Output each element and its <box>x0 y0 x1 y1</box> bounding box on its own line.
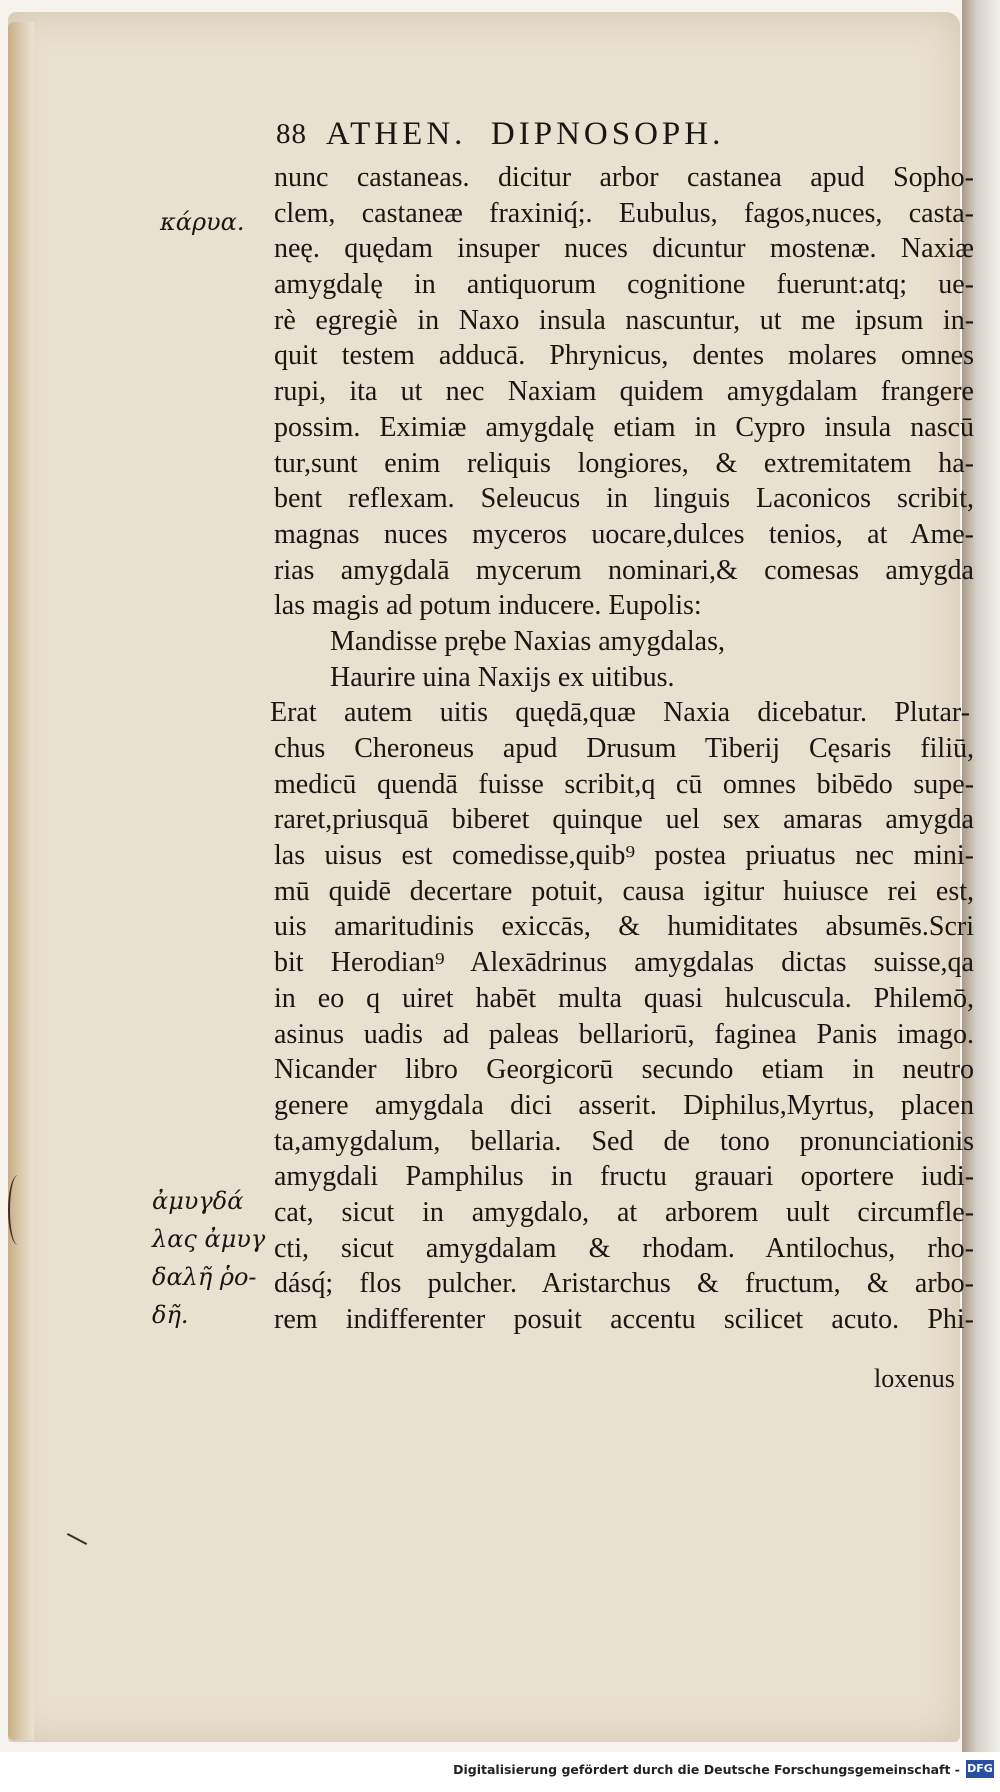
text-line <box>274 1266 974 1302</box>
line-text: amygdalę in antiquorum cognitione fuerunt:atq; ue- <box>274 269 974 301</box>
line-text: raret,priusquā biberet quinque uel sex amaras amygda <box>274 804 974 836</box>
text-line <box>274 267 974 303</box>
line-text: rem indifferenter posuit accentu scilicet acuto. Phi- <box>274 1304 974 1335</box>
margin-note-greek-2: λας ἀμυγ <box>152 1225 266 1253</box>
margin-note-greek-4: δῆ. <box>152 1301 189 1329</box>
text-line <box>274 588 974 624</box>
catchword: loxenus <box>874 1364 955 1393</box>
line-text: Nicander libro Georgicorū secundo etiam in neutro <box>274 1054 975 1086</box>
page-number: 88 <box>276 118 307 150</box>
text-line <box>274 1017 974 1053</box>
text-line <box>274 1159 974 1195</box>
text-line <box>274 1052 974 1088</box>
line-text: bent reflexam. Seleucus in linguis Laconicos scribit, <box>274 483 974 515</box>
text-line <box>274 553 974 589</box>
binding-thread-mark <box>8 1175 28 1245</box>
line-text: las uisus est comedisse,quib⁹ postea priuatus nec mini- <box>274 840 975 872</box>
text-line <box>270 695 974 731</box>
text-line <box>274 981 974 1017</box>
line-text: nunc castaneas. dicitur arbor castanea apud Sopho- <box>274 162 974 193</box>
line-text: Haurire uina Naxijs ex uitibus. <box>330 661 675 693</box>
line-text: magnas nuces myceros uocare,dulces tenios, at Ame- <box>274 518 974 550</box>
margin-note-greek-karya: κάρυα. <box>160 208 245 236</box>
running-title: ATHEN. DIPNOSOPH. <box>326 116 725 152</box>
line-text: bit Herodian⁹ Alexādrinus amygdalas dictas suisse,qa <box>274 947 974 979</box>
line-text: las magis ad potum inducere. Eupolis: <box>274 590 702 622</box>
text-line <box>274 1302 974 1338</box>
line-text: rias amygdalā mycerum nominari,& comesas amygda <box>274 554 974 586</box>
line-text: amygdali Pamphilus in fructu grauari oportere iudi- <box>274 1161 975 1193</box>
line-text: medicū quendā fuisse scribit,q cū omnes bibēdo supe- <box>274 768 975 800</box>
text-line <box>274 731 974 767</box>
text-line <box>274 481 974 517</box>
text-line <box>274 374 974 410</box>
line-text: rè egregiè in Naxo insula nascuntur, ut me ipsum in- <box>274 304 975 336</box>
line-text: uis amaritudinis exiccās, & humiditates absumēs.Scri <box>274 911 974 943</box>
text-line <box>274 338 974 374</box>
text-line <box>274 517 974 553</box>
line-text: cat, sicut in amygdalo, at arborem uult circumfle- <box>274 1196 975 1228</box>
line-text: neę. quędam insuper nuces dicuntur mostenæ. Naxiæ <box>274 233 974 265</box>
text-line <box>274 231 974 267</box>
text-line <box>274 874 974 910</box>
margin-note-greek-3: δαλῆ ῥο- <box>152 1263 257 1291</box>
text-line <box>274 1124 974 1160</box>
text-line <box>274 1195 974 1231</box>
text-line <box>274 196 974 232</box>
text-line <box>274 446 974 482</box>
line-text: chus Cheroneus apud Drusum Tiberij Cęsaris filiū, <box>274 733 974 764</box>
text-line <box>274 767 974 803</box>
line-text: possim. Eximiæ amygdalę etiam in Cypro insula nascū <box>274 411 974 443</box>
line-text: rupi, ita ut nec Naxiam quidem amygdalam frangere <box>274 376 974 408</box>
page-fore-edge <box>8 22 34 1740</box>
text-line <box>274 160 974 196</box>
line-text: clem, castaneæ fraxiniq́;. Eubulus, fagos,nuces, casta- <box>274 197 975 229</box>
line-text: mū quidē decertare potuit, causa igitur huiusce rei est, <box>274 875 975 907</box>
line-text: ta,amygdalum, bellaria. Sed de tono pronunciationis <box>274 1125 974 1157</box>
dfg-logo: DFG <box>966 1760 994 1778</box>
line-text: asinus uadis ad paleas bellariorū, faginea Panis imago. <box>274 1018 974 1050</box>
text-line <box>274 802 974 838</box>
text-line <box>274 909 974 945</box>
line-text: in eo q uiret habēt multa quasi hulcuscula. Philemō, <box>274 982 975 1014</box>
text-line <box>274 1231 974 1267</box>
line-text: Erat autem uitis quędā,quæ Naxia dicebatur. Plutar- <box>270 697 970 729</box>
text-line <box>274 624 974 660</box>
digitization-footer <box>0 1752 1000 1792</box>
line-text: tur,sunt enim reliquis longiores, & extremitatem ha- <box>274 447 974 479</box>
text-line <box>274 410 974 446</box>
line-text: dásq́; flos pulcher. Aristarchus & fructum, & arbo- <box>274 1268 974 1300</box>
page-header <box>276 116 876 160</box>
line-text: quit testem adducā. Phrynicus, dentes molares omnes <box>274 340 974 372</box>
line-text: genere amygdala dici asserit. Diphilus,Myrtus, placen <box>274 1089 974 1121</box>
text-line <box>274 838 974 874</box>
text-line <box>274 660 974 696</box>
text-line <box>274 945 974 981</box>
text-line <box>274 1088 974 1124</box>
body-text <box>270 160 975 1338</box>
funding-credit: Digitalisierung gefördert durch die Deutsche Forschungsgemeinschaft - <box>453 1762 960 1777</box>
margin-note-greek-1: ἀμυγδά <box>152 1187 244 1215</box>
line-text: Mandisse prębe Naxias amygdalas, <box>330 625 725 657</box>
text-line <box>274 303 974 339</box>
line-text: cti, sicut amygdalam & rhodam. Antilochus, rho- <box>274 1232 974 1264</box>
